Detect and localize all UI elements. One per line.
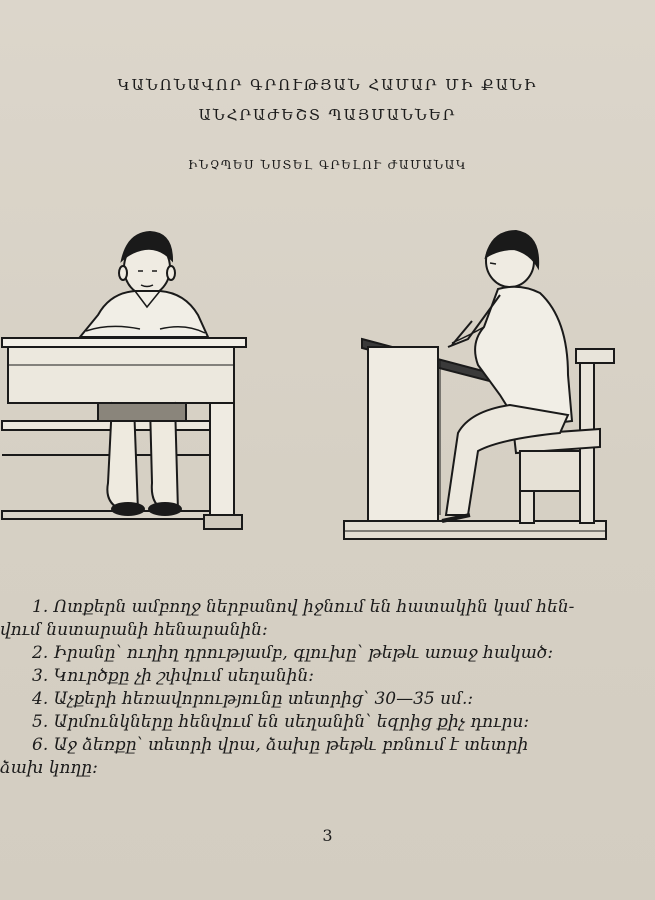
front-view-boy-at-desk	[2, 232, 246, 529]
rule-6-line-1: 6. Աջ ձեռքը՝ տետրի վրա, ձախը թեթև բռնում է տետրի	[32, 735, 529, 755]
rule-1-line-1: 1. Ոտքերն ամբողջ ներբանով իջնում են հատակին կամ հեն-	[32, 597, 575, 617]
rule-1-line-2: վում նստարանի հենարանին։	[0, 620, 268, 640]
section-subtitle: ԻՆՉՊԵՍ ՆՍՏԵԼ ԳՐԵԼՈՒ ԺԱՄԱՆԱԿ	[188, 158, 467, 172]
page-title-line-1: ԿԱՆՈՆԱՎՈՐ ԳՐՈՒԹՅԱՆ ՀԱՄԱՐ ՄԻ ՔԱՆԻ	[117, 76, 538, 94]
rule-6-line-2: ձախ կողը։	[0, 758, 98, 778]
posture-rules-list	[0, 596, 655, 780]
rule-3: 3. Կուրծքը չի շփվում սեղանին։	[32, 666, 315, 686]
page-title-line-2: ԱՆՀՐԱԺԵՇՏ ՊԱՅՄԱՆՆԵՐ	[198, 106, 457, 124]
rule-2: 2. Իրանը՝ ուղիղ դրությամբ, գլուխը՝ թեթև առաջ հակած։	[32, 643, 554, 663]
rule-5: 5. Արմունկները հենվում են սեղանին՝ եզրից քիչ դուրս։	[32, 712, 530, 732]
side-view-boy-at-desk	[344, 231, 614, 539]
posture-illustration	[0, 215, 655, 555]
page-number: 3	[322, 826, 333, 845]
rule-4: 4. Աչքերի հեռավորությունը տետրից՝ 30—35 սմ.։	[32, 689, 474, 709]
